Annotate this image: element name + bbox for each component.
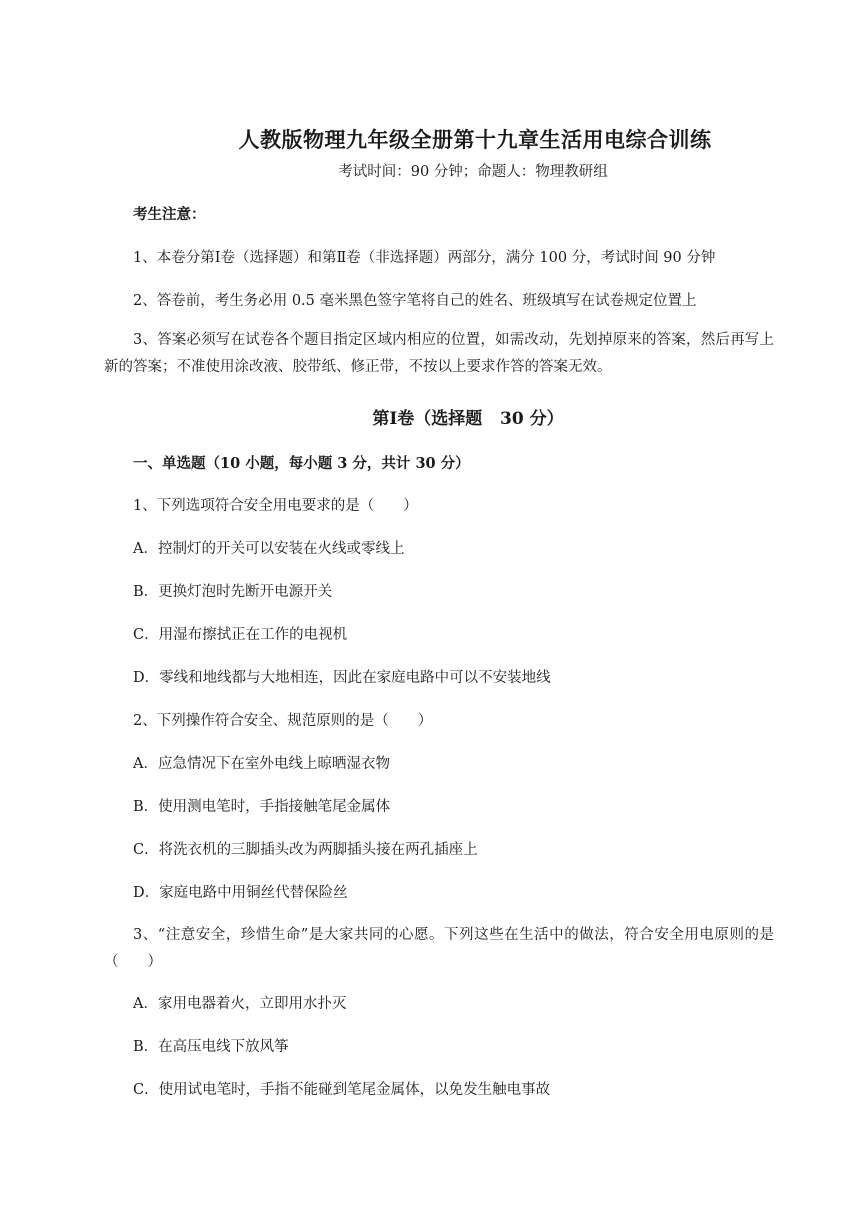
question-1-option-d: D．零线和地线都与大地相连，因此在家庭电路中可以不安装地线 bbox=[133, 670, 551, 686]
question-2-stem: 2、下列操作符合安全、规范原则的是（ ） bbox=[133, 713, 433, 729]
question-3-stem: 3、“注意安全，珍惜生命”是大家共同的心愿。下列这些在生活中的做法，符合安全用电原则的是（ ） bbox=[104, 927, 774, 970]
notice-item-1: 1、本卷分第Ⅰ卷（选择题）和第Ⅱ卷（非选择题）两部分，满分 100 分，考试时间 90 分钟 bbox=[133, 250, 716, 266]
exam-title: 人教版物理九年级全册第十九章生活用电综合训练 bbox=[238, 127, 712, 152]
question-2-option-c: C．将洗衣机的三脚插头改为两脚插头接在两孔插座上 bbox=[133, 842, 478, 858]
question-2-option-b: B．使用测电笔时，手指接触笔尾金属体 bbox=[133, 799, 391, 815]
question-3-option-a: A．家用电器着火，立即用水扑灭 bbox=[133, 996, 347, 1012]
question-1-option-a: A．控制灯的开关可以安装在火线或零线上 bbox=[133, 541, 405, 557]
exam-subtitle: 考试时间：90 分钟；命题人：物理教研组 bbox=[338, 164, 608, 180]
question-1-option-c: C．用湿布擦拭正在工作的电视机 bbox=[133, 627, 348, 643]
notice-heading: 考生注意： bbox=[133, 206, 206, 223]
section-title: 第Ⅰ卷（选择题 30 分） bbox=[372, 409, 564, 429]
question-3-option-c: C．使用试电笔时，手指不能碰到笔尾金属体，以免发生触电事故 bbox=[133, 1082, 551, 1098]
notice-item-2: 2、答卷前，考生务必用 0.5 毫米黑色签字笔将自己的姓名、班级填写在试卷规定位置上 bbox=[133, 293, 697, 309]
question-1-option-b: B．更换灯泡时先断开电源开关 bbox=[133, 584, 333, 600]
question-1-stem: 1、下列选项符合安全用电要求的是（ ） bbox=[133, 498, 418, 514]
question-3-option-b: B．在高压电线下放风筝 bbox=[133, 1039, 289, 1055]
question-2-option-a: A．应急情况下在室外电线上晾晒湿衣物 bbox=[133, 756, 390, 772]
part-heading: 一、单选题（10 小题，每小题 3 分，共计 30 分） bbox=[133, 455, 470, 472]
question-2-option-d: D．家庭电路中用铜丝代替保险丝 bbox=[133, 885, 348, 901]
notice-item-3: 3、答案必须写在试卷各个题目指定区域内相应的位置，如需改动，先划掉原来的答案，然后再写上新的答案；不准使用涂改液、胶带纸、修正带，不按以上要求作答的答案无效。 bbox=[104, 332, 774, 375]
